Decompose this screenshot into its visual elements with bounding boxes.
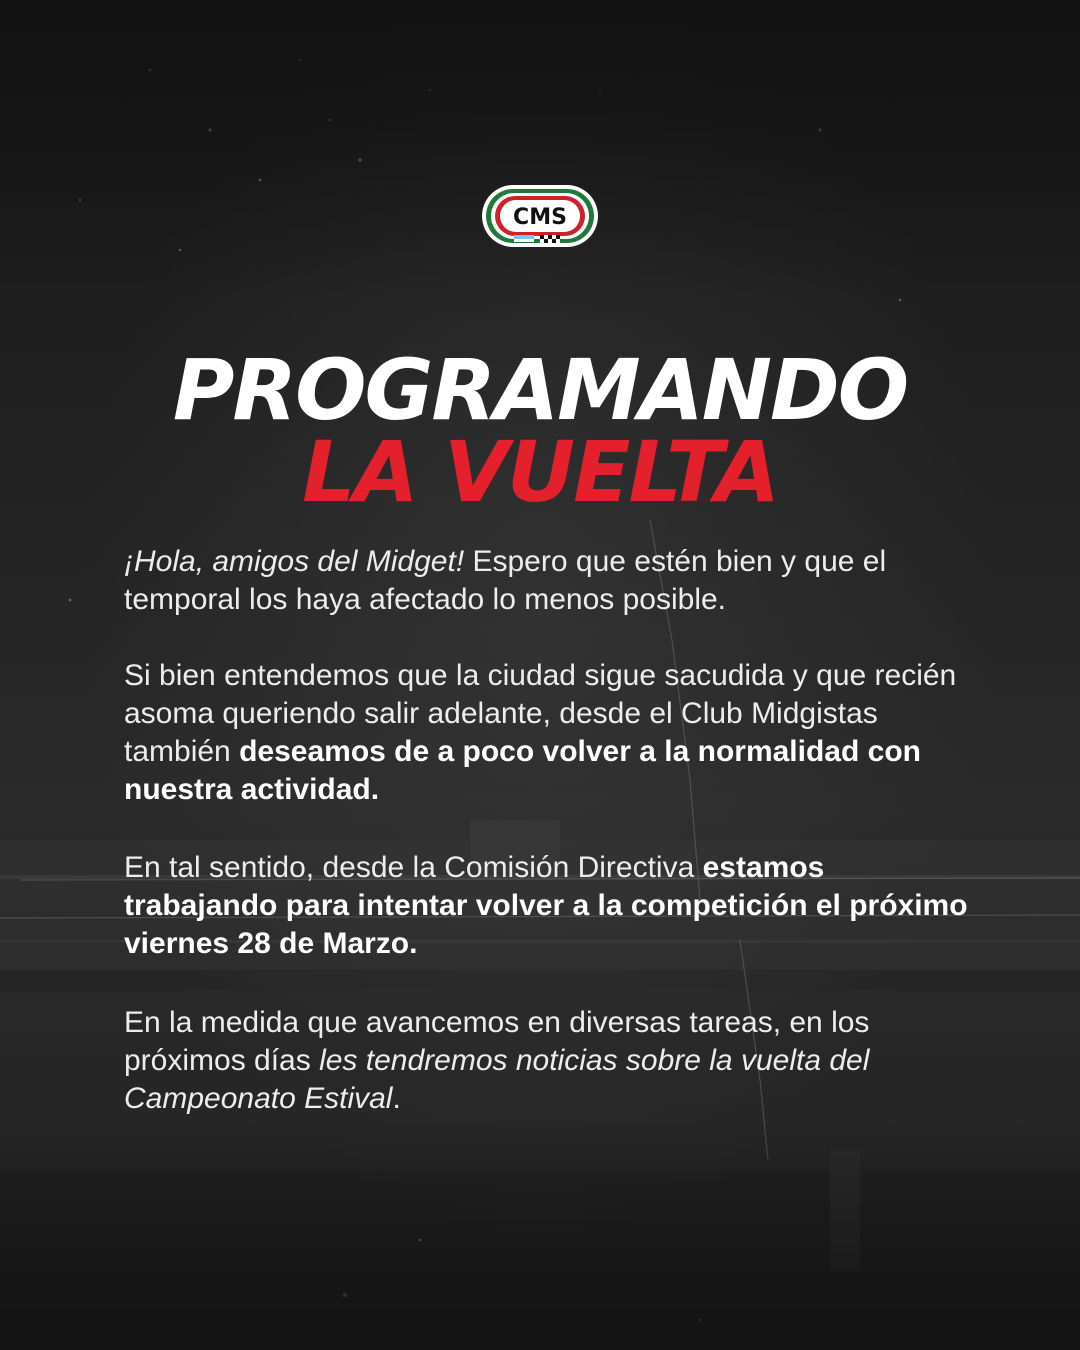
logo-text: CMS [513, 205, 567, 230]
greeting-italic: ¡Hola, amigos del Midget! [124, 545, 465, 578]
title-line-2: LA VUELTA [302, 423, 778, 521]
paragraph-news [124, 1004, 974, 1118]
news-italic: les tendremos noticias sobre la vuelta del Campeonato Estival [124, 1044, 870, 1115]
greeting-text: Espero que estén bien y que el temporal los haya afectado lo menos posible. [124, 545, 887, 616]
news-text: En la medida que avancemos en diversas tareas, en los próximos días [124, 1006, 870, 1077]
cms-logo [480, 183, 600, 249]
news-end: . [392, 1082, 401, 1115]
normality-bold: deseamos de a poco volver a la normalidad con nuestra actividad. [124, 735, 921, 806]
paragraph-normality [124, 657, 974, 809]
competition-bold: estamos trabajando para intentar volver a la competición el próximo viernes 28 de Marzo. [124, 851, 968, 960]
paragraph-greeting [124, 543, 974, 619]
normality-text: Si bien entendemos que la ciudad sigue sacudida y que recién asoma queriendo salir adelante, desde el Club Midgistas también [124, 659, 957, 768]
paragraph-competition [124, 849, 974, 963]
competition-text: En tal sentido, desde la Comisión Directiva [124, 851, 703, 884]
title-line-1: PROGRAMANDO [172, 341, 908, 439]
